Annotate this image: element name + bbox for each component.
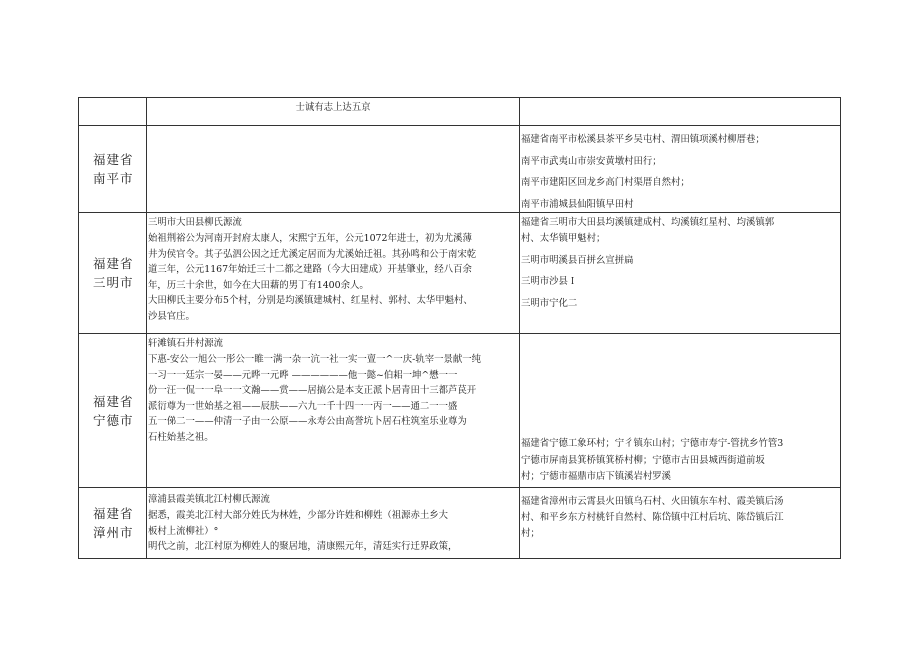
origin-line: 始祖荆裕公为河南开封府太康人，宋熙宁五年，公元1072年进士，初为尤溪薄 xyxy=(148,232,472,244)
origin-line: 三明市大田县柳氏源流 xyxy=(148,217,242,229)
origin-line: 轩滩镇石井村源流 xyxy=(148,338,224,350)
origin-line: 井为侯官令。其子弘泗公因之迁尤溪定居而为尤溪始迁祖。其孙鸣和公于南宋乾 xyxy=(148,248,477,260)
location-line: 南平市浦城县仙阳镇早田村 xyxy=(521,198,634,210)
origin-line: 五一俤二一——仲清一子由一公原——永寿公由高誉坑卜居石柱筑室乐业尊为 xyxy=(148,416,467,428)
locations-cell xyxy=(520,126,841,213)
origin-line: 板村上流柳社）° xyxy=(148,525,219,537)
origin-cell xyxy=(147,334,520,488)
header-cell-origin xyxy=(147,98,520,126)
locations-cell xyxy=(520,334,841,488)
origin-line: 漳浦县霞美镇北江村柳氏源流 xyxy=(148,494,270,506)
origin-line: 据悉，霞美北江村大部分姓氏为林姓，少部分许姓和柳姓（祖源赤土乡大 xyxy=(148,509,449,521)
table-header-row xyxy=(79,98,841,126)
region-cell: 福建省三明市 xyxy=(79,213,147,334)
region-cell: 福建省漳州市 xyxy=(79,488,147,559)
table-row xyxy=(79,488,841,559)
locations-cell xyxy=(520,488,841,559)
origin-line: 明代之前，北江村原为柳姓人的聚居地，清康熙元年，清廷实行迁界政策， xyxy=(148,541,458,553)
header-text: 士诚有志上达五京 xyxy=(295,102,371,113)
region-cell: 福建省宁德市 xyxy=(79,334,147,488)
origin-cell xyxy=(147,488,520,559)
genealogy-table xyxy=(78,97,841,559)
origin-cell xyxy=(147,213,520,334)
origin-line: 派衍尊为一世始基之祖——辰肤——六九一千十四一一丙一——通二一一盛 xyxy=(148,400,458,412)
table-row xyxy=(79,126,841,213)
origin-line: 下惠-安公一旭公一彤公一睢一满一杂一沆一社一实一亶一^一庆-轨宰一景献一纯 xyxy=(148,353,481,365)
location-line: 福建省南平市松溪县茶平乡吴屯村、渭田镇项溪村柳厝巷； xyxy=(521,134,765,145)
origin-line: 道三年，公元1167年始迁三十二都之建路（今大田建成）开基肇业，经八百余 xyxy=(148,264,472,276)
location-line: 村；宁德市福鼎市店下镇溪岩村罗溪 xyxy=(521,471,672,483)
table-row xyxy=(79,213,841,334)
origin-line: 年，历三十余世，如今在大田藉的男丁有1400余人。 xyxy=(148,279,369,291)
location-line: 宁德市屏南县箕桥镇箕桥村柳；宁德市古田县城西街道前坂 xyxy=(521,454,765,466)
location-line: 村； xyxy=(521,527,540,539)
header-cell-region xyxy=(79,98,147,126)
table-row xyxy=(79,334,841,488)
location-line: 福建省漳州市云霄县火田镇乌石村、火田镇东车村、霞美镇后汤 xyxy=(521,496,784,508)
origin-line: 份一汪一侃一一阜一一文瀚——赏——居搞公是本支正派卜居青田十三都芦苠开 xyxy=(148,385,477,397)
locations-cell xyxy=(520,213,841,334)
origin-cell xyxy=(147,126,520,213)
location-line: 村、和平乡东方村桃钎自然村、陈岱镇中江村后坑、陈岱镇后江 xyxy=(521,511,784,523)
location-line: 南平市武夷山市崇安黄墩村田行； xyxy=(521,155,662,167)
location-line: 南平市建阳区回龙乡高门村渠厝自然村； xyxy=(521,177,690,189)
location-line: 福建省宁德工象环村；宁彳镇东山村；宁德市寿宁-管扰乡竹管3 xyxy=(521,438,784,450)
origin-line: 石柱始基之祖。 xyxy=(148,431,214,443)
location-line: 三明市沙县Ｉ xyxy=(521,276,578,288)
location-line: 三明市宁化二 xyxy=(521,297,578,309)
origin-line: 沙县官庄。 xyxy=(148,310,195,322)
location-line: 三明市明溪县百拼幺宣拼扁 xyxy=(521,254,634,266)
origin-line: 一习一一廷宗一晏——元晔一元晔 ——————他一懿~伯耜一坤^懋一一 xyxy=(148,369,458,381)
region-cell: 福建省南平市 xyxy=(79,126,147,213)
location-line: 村、太华镇甲魁村； xyxy=(521,232,606,244)
location-line: 福建省三明市大田县均溪镇建成村、均溪镇红星村、均溪镇郭 xyxy=(521,217,775,229)
origin-line: 大田柳氏主要分布5个村，分别是均溪镇建城村、红星村、郭村、太华甲魁村、 xyxy=(148,295,473,307)
header-cell-locations xyxy=(520,98,841,126)
